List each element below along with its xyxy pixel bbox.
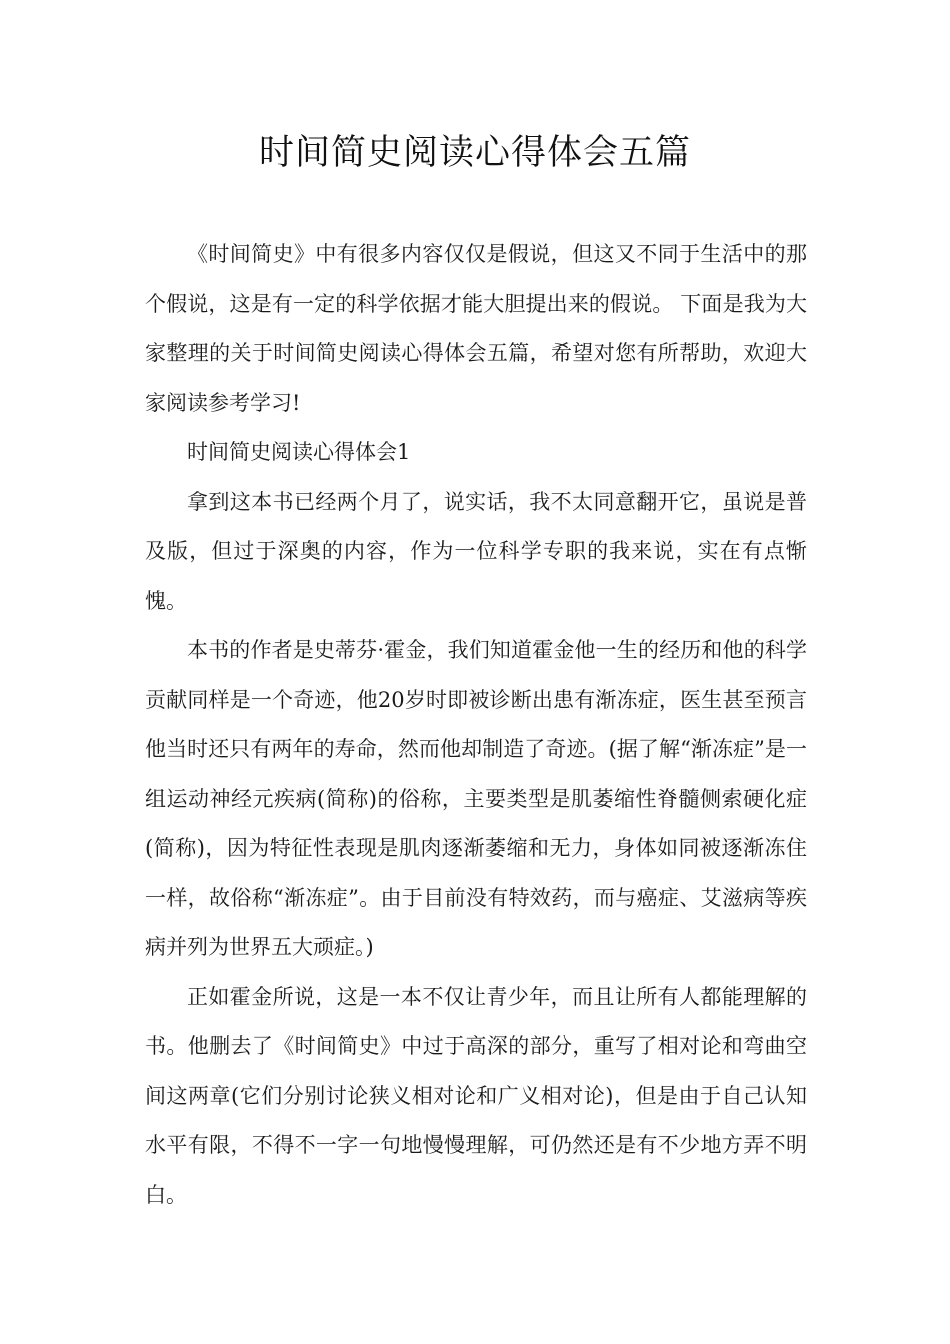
- section-heading: 时间简史阅读心得体会1: [187, 440, 411, 464]
- body-paragraph: 拿到这本书已经两个月了，说实话，我不太同意翻开它，虽说是普及版，但过于深奥的内容，作为一位科学专职的我来说，实在有点惭愧。: [145, 489, 807, 613]
- body-paragraph: 本书的作者是史蒂芬·霍金，我们知道霍金他一生的经历和他的科学贡献同样是一个奇迹，他20岁时即被诊断出患有渐冻症，医生甚至预言他当时还只有两年的寿命，然而他却制造了奇迹。(据了解“渐冻症”是一组运动神经元疾病(简称)的俗称，主要类型是肌萎缩性脊髓侧索硬化症(简称)，因为特征性表现是肌肉逐渐萎缩和无力，身体如同被逐渐冻住一样，故俗称“渐冻症”。由于目前没有特效药，而与癌症、艾滋病等疾病并列为世界五大顽症。): [145, 638, 807, 959]
- body-paragraph: 正如霍金所说，这是一本不仅让青少年，而且让所有人都能理解的书。他删去了《时间简史》中过于高深的部分，重写了相对论和弯曲空间这两章(它们分别讨论狭义相对论和广义相对论)，但是由于自己认知水平有限，不得不一字一句地慢慢理解，可仍然还是有不少地方弄不明白。: [145, 984, 807, 1207]
- document-title: 时间简史阅读心得体会五篇: [258, 133, 691, 173]
- intro-paragraph: 《时间简史》中有很多内容仅仅是假说，但这又不同于生活中的那个假说，这是有一定的科学依据才能大胆提出来的假说。 下面是我为大家整理的关于时间简史阅读心得体会五篇，希望对您有所帮助，欢迎大家阅读参考学习!: [145, 242, 807, 415]
- document-body: [145, 230, 807, 1220]
